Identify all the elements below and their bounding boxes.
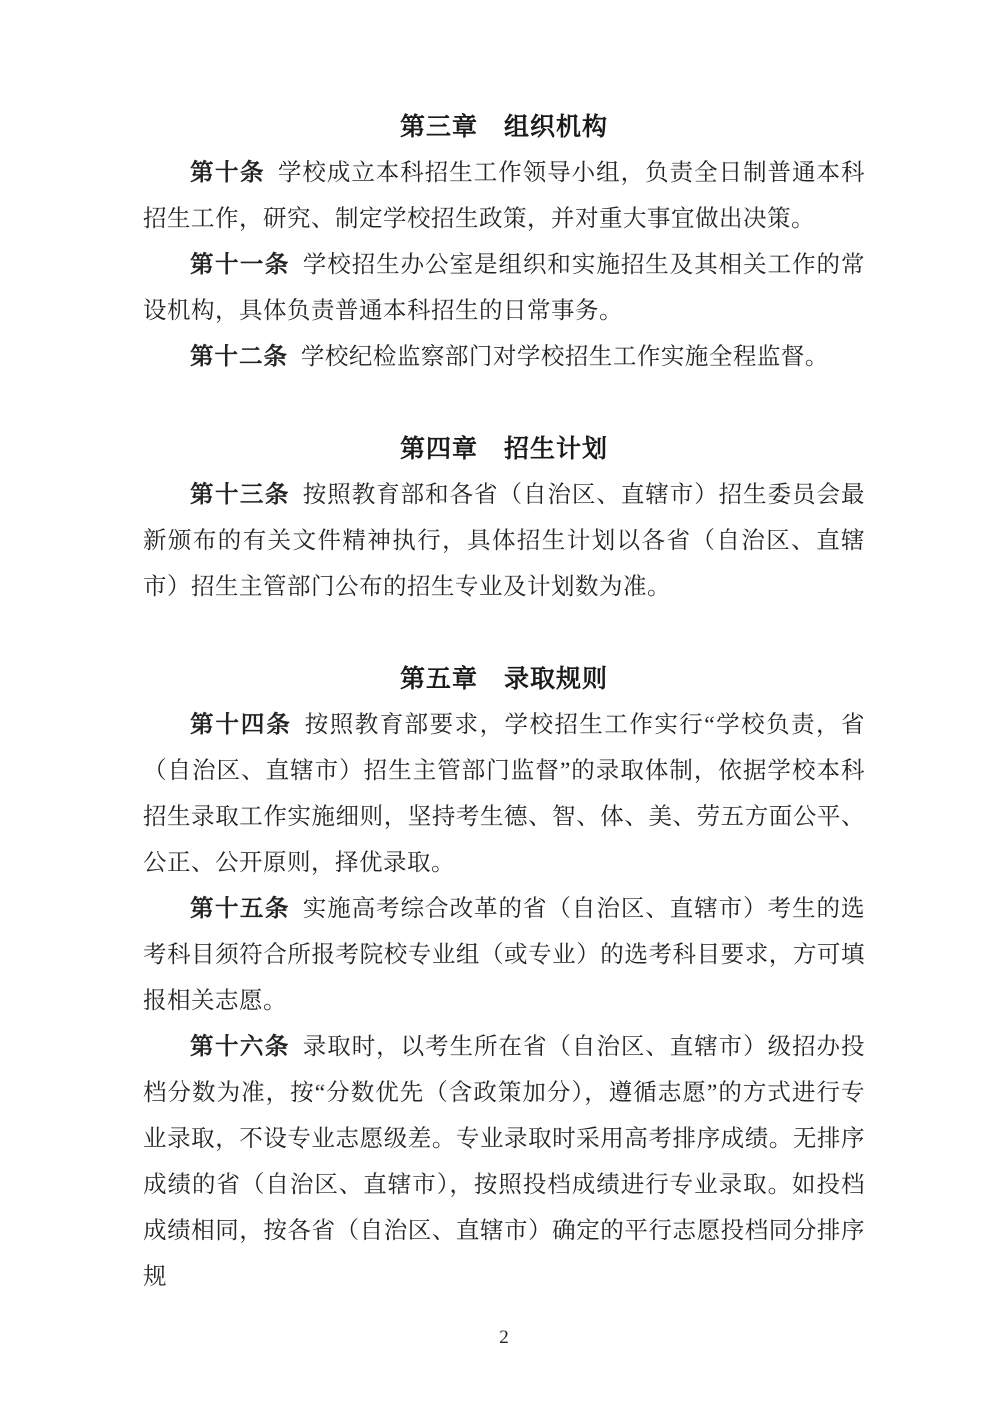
section-spacer — [143, 380, 865, 426]
article-text: 按照教育部和各省（自治区、直辖市）招生委员会最新颁布的有关文件精神执行，具体招生计划以各省（自治区、直辖市）招生主管部门公布的招生专业及计划数为准。 — [143, 482, 866, 600]
article-item — [143, 886, 865, 1024]
article-text: 录取时，以考生所在省（自治区、直辖市）级招办投档分数为准，按“分数优先（含政策加分），遵循志愿”的方式进行专业录取，不设专业志愿级差。专业录取时采用高考排序成绩。无排序成绩的省（自治区、直辖市），按照投档成绩进行专业录取。如投档成绩相同，按各省（自治区、直辖市）确定的平行志愿投档同分排序规 — [143, 1034, 866, 1290]
article-item — [143, 1024, 865, 1300]
article-label: 第十三条 — [190, 482, 290, 508]
article-item — [143, 242, 865, 334]
article-item — [143, 150, 865, 242]
article-text: 学校成立本科招生工作领导小组，负责全日制普通本科招生工作，研究、制定学校招生政策，并对重大事宜做出决策。 — [143, 160, 866, 232]
document-body — [143, 104, 865, 1300]
article-text: 按照教育部要求，学校招生工作实行“学校负责，省（自治区、直辖市）招生主管部门监督”的录取体制，依据学校本科招生录取工作实施细则，坚持考生德、智、体、美、劳五方面公平、公正、公开原则，择优录取。 — [143, 712, 865, 876]
article-label: 第十六条 — [190, 1034, 290, 1060]
article-text: 学校纪检监察部门对学校招生工作实施全程监督。 — [300, 344, 829, 370]
article-label: 第十一条 — [190, 252, 290, 278]
article-label: 第十条 — [190, 160, 265, 186]
article-label: 第十五条 — [190, 896, 290, 922]
article-label: 第十二条 — [190, 344, 288, 370]
article-text: 实施高考综合改革的省（自治区、直辖市）考生的选考科目须符合所报考院校专业组（或专业）的选考科目要求，方可填报相关志愿。 — [143, 896, 866, 1014]
article-label: 第十四条 — [190, 712, 292, 738]
article-item — [143, 472, 865, 610]
article-item — [143, 334, 865, 380]
chapter-heading-5: 第五章 录取规则 — [399, 664, 608, 693]
article-item — [143, 702, 865, 886]
chapter-heading-3: 第三章 组织机构 — [399, 112, 608, 141]
article-text: 学校招生办公室是组织和实施招生及其相关工作的常设机构，具体负责普通本科招生的日常事务。 — [143, 252, 866, 324]
chapter-heading-4: 第四章 招生计划 — [399, 434, 608, 463]
page-number: 2 — [499, 1327, 509, 1348]
section-spacer — [143, 610, 865, 656]
